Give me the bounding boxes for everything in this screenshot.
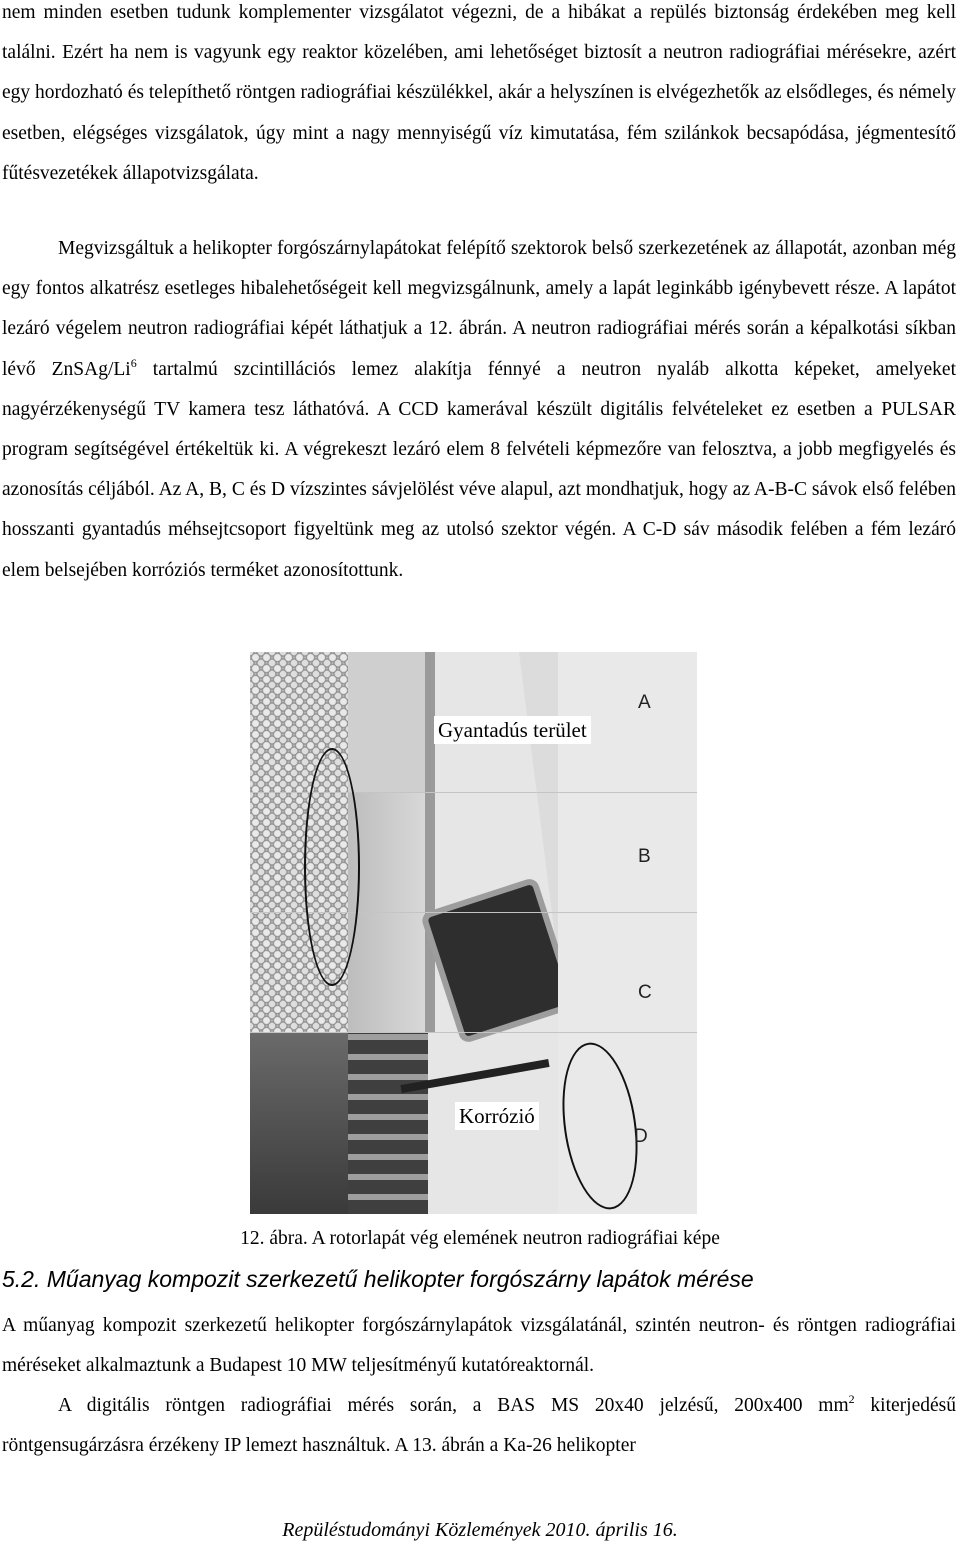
band-label-c: C	[638, 982, 652, 1003]
paragraph-neutron-radiography	[2, 229, 956, 591]
ellipse-resin	[304, 748, 360, 986]
callout-resin-area: Gyantadús terület	[434, 716, 591, 744]
band-label-a: A	[638, 692, 651, 713]
superscript-mm2: 2	[848, 1392, 855, 1406]
mechanism-bolts	[348, 1032, 428, 1214]
paragraph-digital-xray	[2, 1386, 956, 1466]
figure-radiograph	[250, 652, 697, 1214]
section-heading: 5.2. Műanyag kompozit szerkezetű helikopter forgószárny lapátok mérése	[2, 1266, 754, 1292]
paragraph-text-part-2: tartalmú szcintillációs lemez alakítja fénnyé a neutron nyaláb alkotta képeket, amelyeket nagyérzékenységű TV kamera tesz láthatóvá. A CCD kamerával készült digitális felvételeket ez esetben a PULSAR program segítségével értékeltük ki. A végrekeszt lezáró elem 8 felvételi képmezőre van felosztva, a jobb megfigyelés és azonosítás céljából. Az A, B, C és D vízszintes sávjelölést véve alapul, azt mondhatjuk, hogy az A-B-C sávok első felében hosszanti gyantadús méhsejtcsoport figyeltünk meg az utolsó szektor végén. A C-D sáv második felében a fém lezáró elem belsejében korróziós terméket azonosítottunk.	[2, 358, 956, 581]
page-footer: Repüléstudományi Közlemények 2010. április 16.	[282, 1519, 678, 1541]
band-label-b: B	[638, 846, 651, 867]
band-label-d: D	[634, 1126, 648, 1147]
callout-corrosion: Korrózió	[455, 1102, 539, 1130]
paragraph-intro: nem minden esetben tudunk komplementer vizsgálatot végezni, de a hibákat a repülés biztonság érdekében meg kell találni. Ezért ha nem is vagyunk egy reaktor közelében, ami lehetőséget biztosít a neutron radiográfiai mérésekre, azért egy hordozható és telepíthető röntgen radiográfiai készülékkel, akár a helyszínen is elvégezhetők az elsődleges, és némely esetben, elégséges vizsgálatok, úgy mint a nagy mennyiségű víz kimutatása, fém szilánkok becsapódása, jégmentesítő fűtésvezetékek állapotvizsgálata.	[2, 2, 956, 184]
paragraph-text-part-2: kiterjedésű röntgensugárzásra érzékeny IP lemezt használtuk. A 13. ábrán a Ka-26 helikopter	[2, 1395, 956, 1457]
paragraph-text-part-1: A digitális röntgen radiográfiai mérés során, a BAS MS 20x40 jelzésű, 200x400 mm	[58, 1395, 849, 1416]
figure-caption: 12. ábra. A rotorlapát vég elemének neutron radiográfiai képe	[240, 1228, 720, 1249]
grid-line-h3	[250, 1032, 697, 1033]
paragraph-text-part-1: Megvizsgáltuk a helikopter forgószárnylapátokat felépítő szektorok belső szerkezetének az állapotát, azonban még egy fontos alkatrész esetleges hibalehetőségeit kell megvizsgálnunk, amely a lapát leginkább igénybevett része. A lapátot lezáró végelem neutron radiográfiai képét láthatjuk a 12. ábrán. A neutron radiográfiai mérés során a képalkotási síkban lévő ZnSAg/Li	[2, 238, 956, 380]
blade-edge-shadow	[425, 652, 435, 1032]
superscript-li6: 6	[130, 355, 137, 370]
mechanism-dark-left	[250, 1032, 348, 1214]
paragraph-composite: A műanyag kompozit szerkezetű helikopter forgószárnylapátok vizsgálatánál, szintén neutron- és röntgen radiográfiai méréseket alkalmaztunk a Budapest 10 MW teljesítményű kutatóreaktornál.	[2, 1315, 956, 1377]
grid-panel-top-mid	[348, 652, 428, 792]
